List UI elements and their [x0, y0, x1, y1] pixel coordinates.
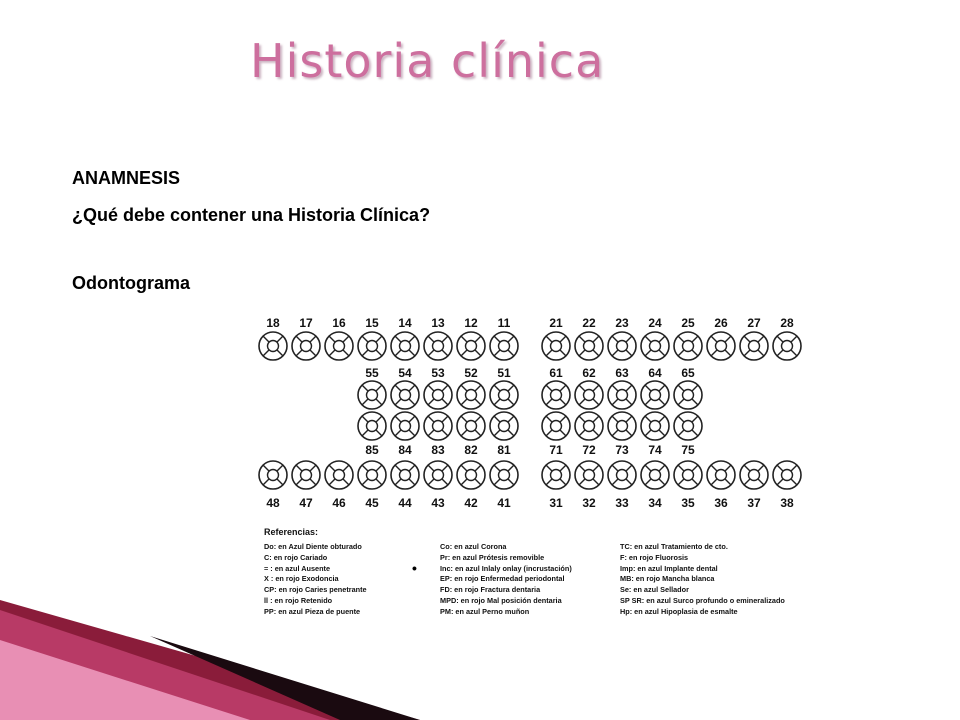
tooth-number: 13 [431, 316, 445, 330]
tooth-diagram[interactable] [357, 331, 387, 361]
tooth-number: 26 [714, 316, 728, 330]
tooth-diagram[interactable] [423, 331, 453, 361]
reference-item: Se: en azul Sellador [620, 585, 689, 595]
tooth-diagram[interactable] [772, 331, 802, 361]
tooth-number: 63 [615, 366, 629, 380]
tooth-number: 23 [615, 316, 629, 330]
tooth-number: 62 [582, 366, 596, 380]
tooth-diagram[interactable] [673, 460, 703, 490]
decorative-ribbon [0, 600, 420, 720]
tooth-diagram[interactable] [489, 411, 519, 441]
tooth-diagram[interactable] [772, 460, 802, 490]
tooth-diagram[interactable] [640, 331, 670, 361]
anamnesis-heading: ANAMNESIS [72, 168, 181, 188]
tooth-number: 28 [780, 316, 794, 330]
tooth-diagram[interactable] [357, 380, 387, 410]
tooth-number: 74 [648, 443, 662, 457]
tooth-diagram[interactable] [423, 411, 453, 441]
tooth-number: 85 [365, 443, 379, 457]
tooth-diagram[interactable] [456, 331, 486, 361]
tooth-number: 55 [365, 366, 379, 380]
tooth-diagram[interactable] [324, 460, 354, 490]
tooth-diagram[interactable] [574, 380, 604, 410]
tooth-number: 51 [497, 366, 511, 380]
tooth-diagram[interactable] [541, 411, 571, 441]
tooth-number: 32 [582, 496, 596, 510]
references-col-2 [440, 542, 572, 618]
tooth-number: 38 [780, 496, 794, 510]
tooth-diagram[interactable] [607, 411, 637, 441]
tooth-number: 64 [648, 366, 662, 380]
reference-item: C: en rojo Cariado [264, 552, 328, 562]
tooth-diagram[interactable] [673, 331, 703, 361]
tooth-diagram[interactable] [390, 380, 420, 410]
tooth-diagram[interactable] [423, 460, 453, 490]
tooth-number: 72 [582, 443, 596, 457]
tooth-diagram[interactable] [541, 380, 571, 410]
tooth-number: 45 [365, 496, 379, 510]
reference-item: TC: en azul Tratamiento de cto. [620, 542, 728, 551]
tooth-diagram[interactable] [291, 460, 321, 490]
tooth-diagram[interactable] [706, 460, 736, 490]
reference-item: F: en rojo Fluorosis [620, 552, 689, 562]
tooth-number: 34 [648, 496, 662, 510]
tooth-diagram[interactable] [456, 380, 486, 410]
tooth-diagram[interactable] [541, 331, 571, 361]
tooth-number: 73 [615, 443, 629, 457]
tooth-diagram[interactable] [324, 331, 354, 361]
tooth-number: 14 [398, 316, 412, 330]
tooth-number: 31 [549, 496, 563, 510]
tooth-number: 36 [714, 496, 728, 510]
reference-item: Imp: en azul Implante dental [620, 563, 718, 573]
tooth-diagram[interactable] [640, 460, 670, 490]
tooth-diagram[interactable] [258, 460, 288, 490]
tooth-diagram[interactable] [489, 331, 519, 361]
tooth-diagram[interactable] [706, 331, 736, 361]
tooth-diagram[interactable] [541, 460, 571, 490]
tooth-number: 71 [549, 443, 563, 457]
tooth-number: 11 [497, 316, 511, 330]
tooth-number: 65 [681, 366, 695, 380]
tooth-number: 37 [747, 496, 761, 510]
tooth-number: 84 [398, 443, 412, 457]
tooth-number: 42 [464, 496, 478, 510]
reference-item: FD: en rojo Fractura dentaria [440, 585, 541, 595]
reference-item: EP: en rojo Enfermedad periodontal [440, 574, 565, 584]
reference-item: Pr: en azul Prótesis removible [440, 552, 545, 562]
tooth-diagram[interactable] [258, 331, 288, 361]
tooth-number: 61 [549, 366, 563, 380]
tooth-number: 24 [648, 316, 662, 330]
tooth-number: 52 [464, 366, 478, 380]
stray-mark: • [412, 560, 417, 576]
tooth-diagram[interactable] [739, 460, 769, 490]
tooth-diagram[interactable] [390, 331, 420, 361]
reference-item: X : en rojo Exodoncia [264, 574, 339, 584]
tooth-diagram[interactable] [607, 380, 637, 410]
odontograma-heading: Odontograma [72, 273, 191, 293]
tooth-number: 53 [431, 366, 445, 380]
tooth-number: 25 [681, 316, 695, 330]
tooth-number: 16 [332, 316, 346, 330]
reference-item: MB: en rojo Mancha blanca [620, 574, 715, 584]
tooth-diagram[interactable] [607, 460, 637, 490]
tooth-number: 27 [747, 316, 761, 330]
tooth-number: 46 [332, 496, 346, 510]
tooth-diagram[interactable] [489, 380, 519, 410]
tooth-number: 15 [365, 316, 379, 330]
tooth-number: 21 [549, 316, 563, 330]
tooth-diagram[interactable] [640, 411, 670, 441]
reference-item: ll : en rojo Retenido [264, 595, 333, 605]
question-text: ¿Qué debe contener una Historia Clínica? [72, 205, 431, 225]
tooth-number: 43 [431, 496, 445, 510]
tooth-number: 12 [464, 316, 478, 330]
reference-item: SP SR: en azul Surco profundo o emineralizado [620, 595, 785, 605]
tooth-diagram[interactable] [574, 411, 604, 441]
tooth-diagram[interactable] [357, 460, 387, 490]
tooth-diagram[interactable] [291, 331, 321, 361]
tooth-number: 41 [497, 496, 511, 510]
reference-item: PP: en azul Pieza de puente [264, 606, 361, 616]
tooth-diagram[interactable] [640, 380, 670, 410]
tooth-number: 83 [431, 443, 445, 457]
tooth-number: 33 [615, 496, 629, 510]
reference-item: Hp: en azul Hipoplasia de esmalte [620, 606, 738, 616]
tooth-number: 75 [681, 443, 695, 457]
reference-item: MPD: en rojo Mal posición dentaria [440, 595, 562, 605]
tooth-diagram[interactable] [357, 411, 387, 441]
reference-item: PM: en azul Perno muñon [440, 606, 530, 616]
references-title: Referencias: [264, 527, 319, 537]
tooth-diagram[interactable] [423, 380, 453, 410]
tooth-diagram[interactable] [456, 460, 486, 490]
tooth-number: 35 [681, 496, 695, 510]
tooth-number: 81 [497, 443, 511, 457]
tooth-diagram[interactable] [673, 380, 703, 410]
tooth-diagram[interactable] [574, 331, 604, 361]
tooth-number: 17 [299, 316, 313, 330]
tooth-diagram[interactable] [456, 411, 486, 441]
tooth-diagram[interactable] [673, 411, 703, 441]
reference-item: Co: en azul Corona [440, 542, 507, 551]
tooth-diagram[interactable] [739, 331, 769, 361]
reference-item: CP: en rojo Caries penetrante [264, 585, 367, 595]
tooth-diagram[interactable] [607, 331, 637, 361]
tooth-number: 48 [266, 496, 280, 510]
references-col-3 [620, 542, 785, 618]
tooth-number: 54 [398, 366, 412, 380]
tooth-number: 47 [299, 496, 313, 510]
tooth-diagram[interactable] [489, 460, 519, 490]
tooth-diagram[interactable] [574, 460, 604, 490]
tooth-number: 18 [266, 316, 280, 330]
tooth-number: 82 [464, 443, 478, 457]
tooth-number: 22 [582, 316, 596, 330]
tooth-diagram[interactable] [390, 411, 420, 441]
tooth-number: 44 [398, 496, 412, 510]
tooth-diagram[interactable] [390, 460, 420, 490]
reference-item: Do: en Azul Diente obturado [264, 542, 362, 551]
page-title: Historia clínica [250, 34, 605, 88]
reference-item: = : en azul Ausente [264, 563, 331, 573]
reference-item: Inc: en azul Inlaly onlay (incrustación) [440, 563, 572, 573]
